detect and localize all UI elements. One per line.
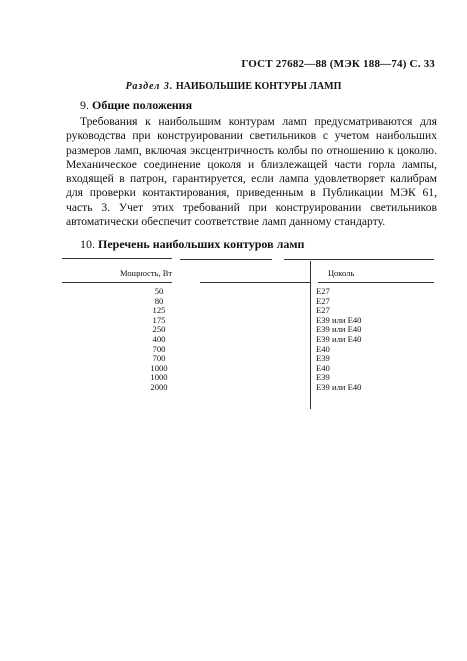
table-cell-power: 175 [152, 314, 166, 325]
clause-10-number: 10. [80, 237, 95, 251]
table-cell-base: E27 [316, 305, 330, 316]
table-header-base: Цоколь [328, 268, 355, 278]
table-cell-power: 1000 [150, 362, 168, 373]
table-cell-power: 2000 [150, 382, 168, 392]
table-header-rule-right [318, 282, 434, 283]
table-header-rule-mid [200, 282, 310, 283]
table-cell-power: 700 [152, 343, 166, 354]
section-title: НАИБОЛЬШИЕ КОНТУРЫ ЛАМП [175, 81, 342, 92]
table-cell-power: 125 [152, 305, 166, 316]
table-cell-power: 80 [154, 295, 164, 306]
table-cell-base: E40 [316, 343, 330, 354]
clause-10-heading [80, 237, 304, 252]
table-cell-power: 1000 [150, 372, 168, 383]
standard-code-header: ГОСТ 27682—88 (МЭК 188—74) С. 33 [241, 58, 435, 70]
table-cell-base: E27 [316, 295, 330, 306]
table-top-rule-left [62, 258, 172, 259]
table-cell-base: E39 или E40 [316, 382, 362, 392]
table-top-rule-right [284, 259, 434, 260]
table-cell-power: 50 [154, 286, 164, 296]
table-cell-power: 400 [152, 334, 166, 344]
table-cell-base: E40 [316, 362, 330, 373]
table-header-rule-left [62, 282, 172, 283]
table-cell-power: 700 [152, 353, 166, 364]
table-cell-base: E39 [316, 372, 330, 383]
clause-9-paragraph [66, 115, 437, 229]
lamp-contour-table [62, 255, 442, 405]
clause-9-text: Требования к наибольшим контурам ламп предусматриваются для руководства при конструировании светильников с учетом наибольших размеров ламп, включая эксцентричность колбы по отношению к цоколю. Механическое соединение цоколя и близлежащей части горла лампы, входящей в патрон, гарантируется, если лампа удовлетворяет калибрам для проверки контактирования, приведенным в Публикации МЭК 61, часть 3. Учет этих требований при конструировании светильников автоматически обеспечит соответствие ламп данному стандарту. [66, 115, 437, 229]
clause-9-heading [80, 98, 192, 113]
table-cell-power: 250 [152, 324, 166, 335]
table-top-rule-mid [180, 259, 272, 260]
table-cell-base: E27 [316, 286, 330, 296]
clause-10-title: Перечень наибольших контуров ламп [98, 237, 305, 251]
table-cell-base: E39 или E40 [316, 314, 362, 325]
table-cell-base: E39 или E40 [316, 334, 362, 344]
table-column-divider [310, 261, 311, 409]
table-cell-base: E39 или E40 [316, 324, 362, 335]
clause-9-title: Общие положения [92, 98, 193, 112]
clause-9-number: 9. [80, 98, 89, 112]
table-header-power: Мощность, Вт [120, 268, 173, 278]
table-cell-base: E39 [316, 353, 330, 364]
section-prefix: Раздел 3. [125, 81, 174, 92]
section-heading [0, 81, 467, 92]
